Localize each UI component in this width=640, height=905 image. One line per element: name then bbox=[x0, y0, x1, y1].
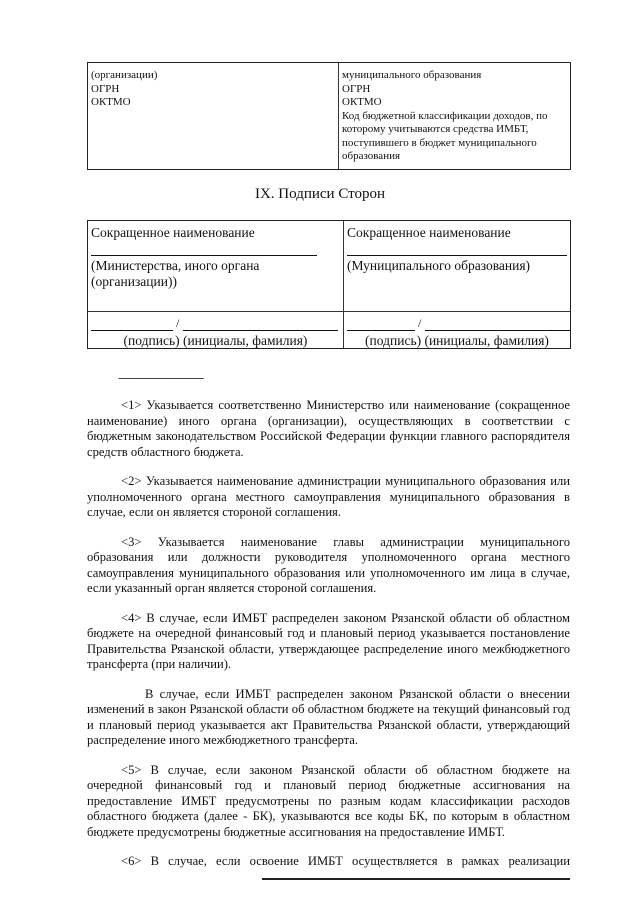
left-party-cell bbox=[88, 221, 344, 311]
cell-line: Код бюджетной классификации доходов, по которому учитываются средства ИМБТ, поступившего в бюджет муниципального образования bbox=[342, 109, 548, 162]
requisites-right-cell bbox=[339, 63, 570, 169]
signature-caption: (подпись) (инициалы, фамилия) bbox=[123, 333, 308, 348]
right-party-cell bbox=[344, 221, 570, 311]
right-signature-cell bbox=[344, 312, 570, 348]
requisites-table bbox=[87, 62, 571, 170]
name-underline bbox=[347, 241, 567, 256]
footnote-1: <1> Указывается соответственно Министерство или наименование (сокращенное наименование) иного органа (организации), осуществляющих в соответствии с бюджетным законодательством Российской Федерации функции главного распорядителя средств областного бюджета. bbox=[87, 398, 570, 459]
org-label: (Муниципального образования) bbox=[347, 258, 531, 273]
org-label: (Министерства, иного органа (организации)) bbox=[91, 258, 260, 289]
name-underline bbox=[91, 241, 317, 256]
signature-line: / bbox=[91, 318, 340, 332]
short-name-label: Сокращенное наименование bbox=[91, 225, 255, 240]
footnote-2: <2> Указывается наименование администрации муниципального образования или уполномоченного органа местного самоуправления муниципального образования в случае, если он является стороной соглашения. bbox=[87, 474, 570, 519]
cell-line: ОГРН bbox=[342, 82, 371, 95]
requisites-left-cell bbox=[88, 63, 339, 169]
cell-line: (организации) bbox=[91, 69, 158, 81]
cell-line: муниципального образования bbox=[342, 69, 482, 81]
short-name-label: Сокращенное наименование bbox=[347, 225, 511, 240]
cell-line: ОГРН bbox=[91, 82, 120, 95]
left-signature-cell bbox=[88, 312, 344, 348]
cell-line: ОКТМО bbox=[342, 96, 382, 108]
footnote-4: <4> В случае, если ИМБТ распределен законом Рязанской области об областном бюджете на очередной финансовый год и плановый период указывается постановление Правительства Рязанской области, утверждающее распределение иного межбюджетного трансферта (при наличии). bbox=[87, 610, 570, 671]
bottom-rule bbox=[262, 878, 570, 880]
cell-line: ОКТМО bbox=[91, 96, 131, 108]
footnote-6: <6> В случае, если освоение ИМБТ осуществляется в рамках реализации bbox=[121, 854, 570, 868]
footnote-5: <5> В случае, если законом Рязанской области об областном бюджете на очередной финансовый год и плановый период бюджетные ассигнования на предоставление ИМБТ предусмотрены по разным кодам классификации расходов областного бюджета (далее - БК), указываются все коды БК, по которым в областном бюджете предусмотрены бюджетные ассигнования на предоставление ИМБТ. bbox=[87, 762, 570, 839]
section-title: IX. Подписи Сторон bbox=[254, 186, 386, 202]
footnote-3: <3> Указывается наименование главы администрации муниципального образования или должности руководителя уполномоченного органа местного самоуправления муниципального образования или уполномоченного им лица в случае, если указанный орган является стороной соглашения. bbox=[87, 534, 570, 595]
footnotes bbox=[87, 398, 570, 884]
signature-caption: (подпись) (инициалы, фамилия) bbox=[365, 333, 549, 348]
signature-table bbox=[87, 220, 571, 349]
signature-line: / bbox=[347, 318, 567, 332]
footnote-4-continued: В случае, если ИМБТ распределен законом Рязанской области о внесении изменений в закон Рязанской области об областном бюджете на текущий финансовый год и плановый период указывается акт Правительства Рязанской области, утверждающий распределение иного межбюджетного трансферта. bbox=[87, 686, 570, 747]
footnote-separator: -------------------------------- bbox=[118, 372, 204, 384]
